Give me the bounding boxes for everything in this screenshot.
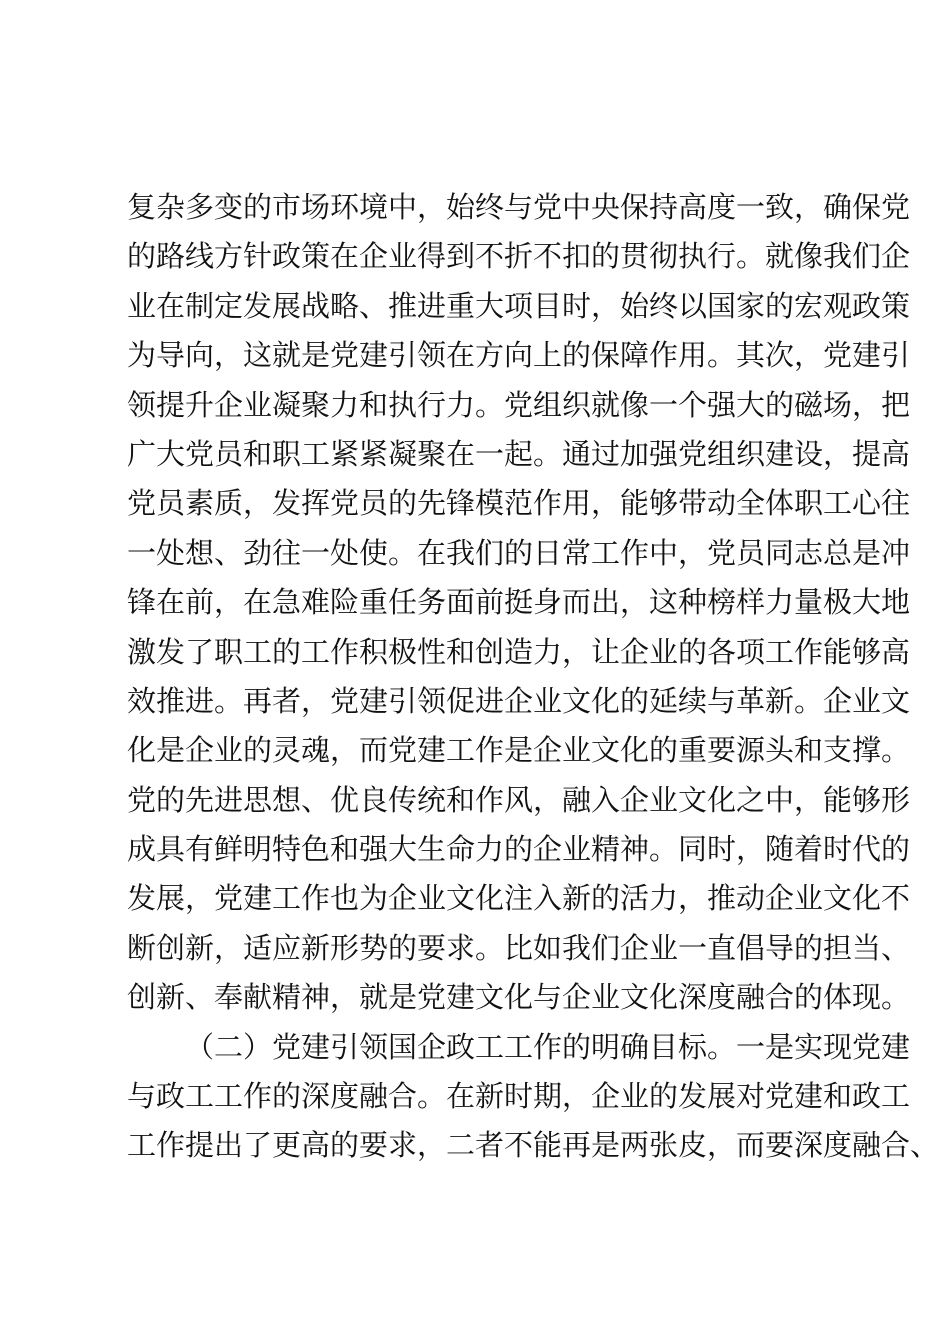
text-line: 断创新，适应新形势的要求。比如我们企业一直倡导的担当、 xyxy=(127,930,911,965)
text-line: 工作提出了更高的要求，二者不能再是两张皮，而要深度融合、 xyxy=(127,1128,940,1163)
text-line: 业在制定发展战略、推进重大项目时，始终以国家的宏观政策 xyxy=(127,288,911,323)
text-line: 领提升企业凝聚力和执行力。党组织就像一个强大的磁场，把 xyxy=(127,387,911,422)
text-line: 广大党员和职工紧紧凝聚在一起。通过加强党组织建设，提高 xyxy=(127,436,911,471)
text-line: 党的先进思想、优良传统和作风，融入企业文化之中，能够形 xyxy=(127,782,911,817)
body-text xyxy=(127,183,940,1171)
text-line: 党员素质，发挥党员的先锋模范作用，能够带动全体职工心往 xyxy=(127,486,911,521)
text-line: 创新、奉献精神，就是党建文化与企业文化深度融合的体现。 xyxy=(127,980,911,1015)
text-line: 复杂多变的市场环境中，始终与党中央保持高度一致，确保党 xyxy=(127,190,911,224)
text-line: 锋在前，在急难险重任务面前挺身而出，这种榜样力量极大地 xyxy=(127,585,911,620)
text-line: 一处想、劲往一处使。在我们的日常工作中，党员同志总是冲 xyxy=(127,535,911,570)
text-line: 为导向，这就是党建引领在方向上的保障作用。其次，党建引 xyxy=(127,338,911,373)
text-line: 的路线方针政策在企业得到不折不扣的贯彻执行。就像我们企 xyxy=(127,239,911,274)
text-line: 与政工工作的深度融合。在新时期，企业的发展对党建和政工 xyxy=(127,1079,911,1114)
text-line: 成具有鲜明特色和强大生命力的企业精神。同时，随着时代的 xyxy=(127,832,911,867)
text-line: 激发了职工的工作积极性和创造力，让企业的各项工作能够高 xyxy=(127,634,911,669)
text-line: 效推进。再者，党建引领促进企业文化的延续与革新。企业文 xyxy=(127,683,911,718)
text-line: 化是企业的灵魂，而党建工作是企业文化的重要源头和支撑。 xyxy=(127,733,911,768)
section-heading-line: （二）党建引领国企政工工作的明确目标。一是实现党建 xyxy=(185,1029,911,1064)
text-line: 发展，党建工作也为企业文化注入新的活力，推动企业文化不 xyxy=(127,881,911,916)
